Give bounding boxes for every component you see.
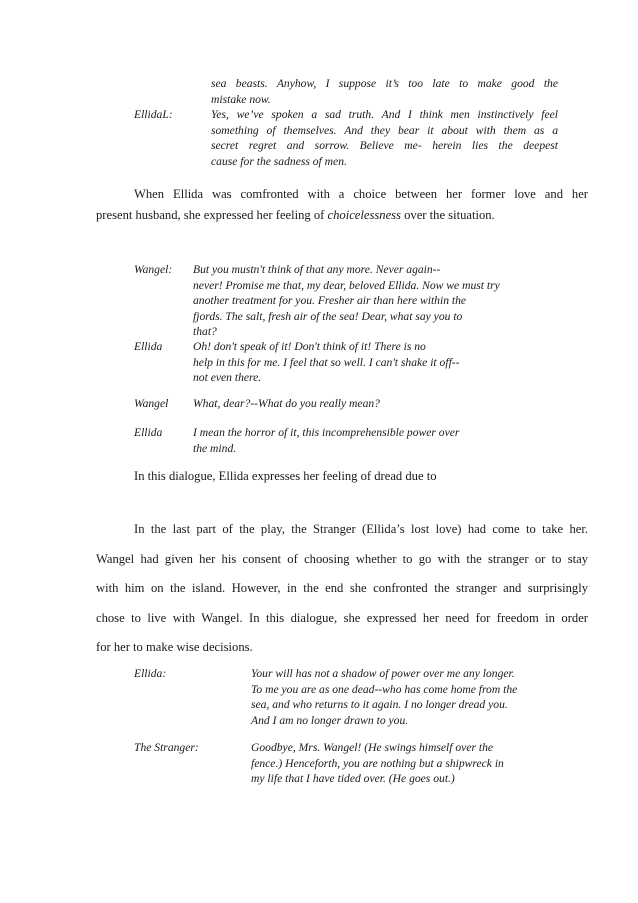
text-line: something of themselves. And they bear it about with them as a bbox=[211, 123, 558, 137]
speech-text bbox=[251, 666, 517, 728]
text-line: I mean the horror of it, this incomprehensible power over bbox=[193, 426, 460, 439]
text-line: Oh! don't speak of it! Don't think of it! There is no bbox=[193, 340, 426, 353]
text-line: Your will has not a shadow of power over me any longer. bbox=[251, 667, 515, 680]
speech-text bbox=[193, 396, 380, 412]
speaker-label: Ellida bbox=[134, 426, 163, 439]
speaker-label: Ellida: bbox=[134, 667, 167, 680]
speech-text bbox=[211, 107, 558, 169]
speaker-label: The Stranger: bbox=[134, 741, 199, 754]
text-line: never! Promise me that, my dear, beloved Ellida. Now we must try bbox=[193, 278, 500, 292]
speech-text bbox=[251, 740, 504, 787]
text-line: for her to make wise decisions. bbox=[96, 640, 253, 654]
text-line: not even there. bbox=[193, 371, 262, 384]
text-line bbox=[96, 208, 588, 223]
text-line: another treatment for you. Fresher air than here within the bbox=[193, 294, 467, 307]
text-line: my life that I have tided over. (He goes out.) bbox=[251, 772, 455, 785]
text-line: that? bbox=[193, 325, 217, 338]
text-line: help in this for me. I feel that so well. I can't shake it off-- bbox=[193, 355, 460, 369]
text-line: fence.) Henceforth, you are nothing but a shipwreck in bbox=[251, 756, 504, 770]
paragraph bbox=[96, 515, 588, 663]
block1-continuation bbox=[211, 76, 558, 107]
speaker-label: Ellida bbox=[134, 340, 163, 353]
text-line: chose to live with Wangel. In this dialogue, she expressed her need for freedom in order bbox=[96, 610, 588, 625]
speaker-label: EllidaL: bbox=[134, 108, 173, 121]
speaker-label: Wangel bbox=[134, 397, 169, 410]
emphasis-text: choicelessness bbox=[327, 208, 401, 222]
text-line: Wangel had given her his consent of choosing whether to go with the stranger or to stay bbox=[96, 551, 588, 566]
text-line: sea beasts. Anyhow, I suppose it’s too late to make good the bbox=[211, 77, 558, 90]
text-line: But you mustn't think of that any more. Never again-- bbox=[193, 263, 441, 276]
text-line: In the last part of the play, the Stranger (Ellida’s lost love) had come to take her. bbox=[134, 522, 588, 536]
paragraph: In this dialogue, Ellida expresses her feeling of dread due to bbox=[134, 469, 437, 483]
text-line: Goodbye, Mrs. Wangel! (He swings himself over the bbox=[251, 741, 494, 754]
speaker-label: Wangel: bbox=[134, 263, 173, 276]
text-line: the mind. bbox=[193, 441, 237, 455]
text-line: And I am no longer drawn to you. bbox=[251, 713, 409, 727]
text-line: with him on the island. However, in the end she confronted the stranger and surprisingly bbox=[96, 581, 588, 595]
text-line: sea, and who returns to it again. I no longer dread you. bbox=[251, 698, 508, 711]
text-line: What, dear?--What do you really mean? bbox=[193, 397, 380, 410]
text-line: To me you are as one dead--who has come home from the bbox=[251, 682, 518, 696]
paragraph bbox=[96, 187, 588, 223]
speech-text bbox=[193, 425, 459, 456]
text-line: When Ellida was comfronted with a choice between her former love and her bbox=[134, 187, 588, 201]
speech-text bbox=[193, 262, 500, 340]
text-line: fjords. The salt, fresh air of the sea! Dear, what say you to bbox=[193, 309, 463, 323]
speech-text bbox=[193, 339, 460, 386]
text-line: cause for the sadness of men. bbox=[211, 154, 347, 168]
text-span: present husband, she expressed her feeling of bbox=[96, 208, 328, 222]
text-line: secret regret and sorrow. Believe me- herein lies the deepest bbox=[211, 139, 558, 152]
text-span: over the situation. bbox=[400, 208, 495, 222]
text-line: mistake now. bbox=[211, 92, 271, 106]
text-line: Yes, we’ve spoken a sad truth. And I think men instinctively feel bbox=[211, 108, 558, 121]
